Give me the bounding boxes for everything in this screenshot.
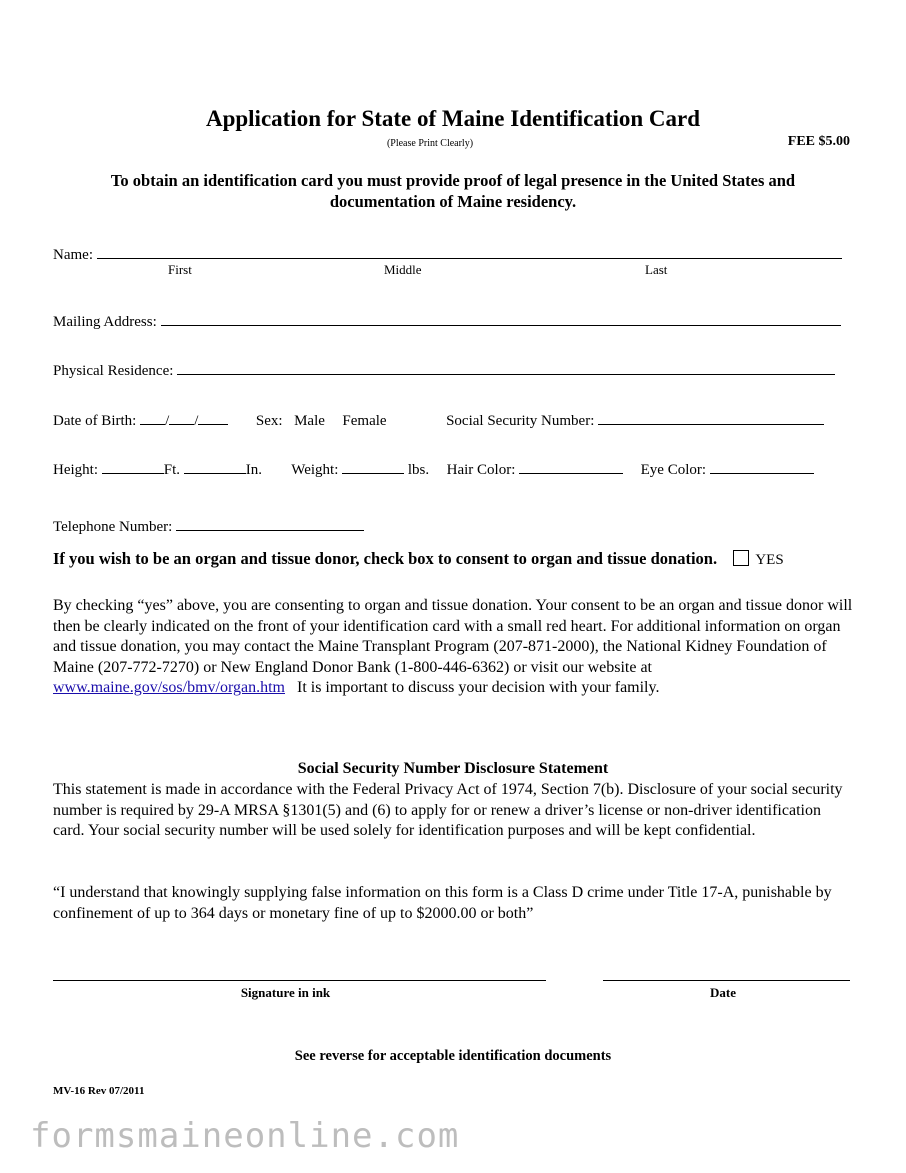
- height-feet-field[interactable]: [102, 458, 164, 474]
- telephone-label: Telephone Number:: [53, 519, 173, 535]
- hair-color-label: Hair Color:: [446, 462, 516, 478]
- height-label: Height:: [53, 462, 98, 478]
- fee-label: FEE $5.00: [787, 134, 850, 149]
- sex-male-option[interactable]: Male: [294, 413, 325, 429]
- ssn-disclosure-body: This statement is made in accordance with the Federal Privacy Act of 1974, Section 7(b). Disclosure of your social security number is required by 29-A MRSA §1301(5) and (6) to apply for or renew a driver’s license or non-driver identification card. Your social security number will be used solely for identification purposes and will be kept confidential.: [53, 781, 843, 840]
- name-last-caption: Last: [645, 262, 668, 277]
- ssn-field[interactable]: [598, 409, 824, 425]
- organ-donor-paragraph: [53, 596, 853, 699]
- eye-color-field[interactable]: [710, 458, 814, 474]
- name-first-caption: First: [168, 262, 192, 277]
- signature-line[interactable]: [53, 968, 546, 981]
- name-row: [53, 243, 842, 264]
- site-watermark: formsmaineonline.com: [30, 1116, 460, 1156]
- name-label: Name:: [53, 247, 93, 263]
- intro-statement: To obtain an identification card you must provide proof of legal presence in the United States and documentation of Maine residency.: [110, 171, 796, 211]
- organ-donor-question: If you wish to be an organ and tissue donor, check box to consent to organ and tissue donation.: [53, 549, 718, 568]
- dob-separator: /: [165, 413, 170, 429]
- dob-separator: /: [194, 413, 199, 429]
- date-line[interactable]: [603, 968, 850, 981]
- dob-row: [53, 409, 824, 430]
- telephone-field[interactable]: [176, 515, 364, 531]
- see-reverse-note: See reverse for acceptable identification documents: [294, 1048, 612, 1064]
- organ-donor-yes-label: YES: [755, 552, 784, 568]
- telephone-row: [53, 515, 364, 536]
- sex-female-option[interactable]: Female: [342, 413, 387, 429]
- form-title: Application for State of Maine Identification Card: [205, 106, 701, 131]
- organ-donor-text-end: It is important to discuss your decision with your family.: [284, 679, 660, 697]
- organ-donor-row: [53, 549, 784, 569]
- hair-color-field[interactable]: [519, 458, 623, 474]
- dob-day-field[interactable]: [169, 409, 194, 425]
- false-information-statement: “I understand that knowingly supplying false information on this form is a Class D crime under Title 17-A, punishable by confinement of up to 364 days or monetary fine of up to $2000.00 or both”: [53, 884, 832, 922]
- weight-field[interactable]: [342, 458, 404, 474]
- organ-donor-text: By checking “yes” above, you are consenting to organ and tissue donation. Your consent to be an organ and tissue donor will then be clearly indicated on the front of your identification card with a small red heart. For additional information on organ and tissue donation, you may contact the Maine Transplant Program (207-871-2000), the National Kidney Foundation of Maine (207-772-7270) or New England Donor Bank (1-800-446-6362) or visit our website at: [53, 597, 853, 676]
- height-inches-field[interactable]: [184, 458, 246, 474]
- mailing-address-field[interactable]: [161, 310, 841, 326]
- physical-residence-field[interactable]: [177, 359, 835, 375]
- form-number: MV-16 Rev 07/2011: [53, 1085, 145, 1097]
- eye-color-label: Eye Color:: [640, 462, 707, 478]
- height-feet-unit: Ft.: [163, 462, 181, 478]
- dob-month-field[interactable]: [140, 409, 165, 425]
- name-field[interactable]: [97, 243, 842, 259]
- physical-description-row: [53, 458, 814, 479]
- ssn-label: Social Security Number:: [446, 413, 595, 429]
- organ-donor-checkbox[interactable]: [733, 550, 749, 566]
- dob-label: Date of Birth:: [53, 413, 137, 429]
- height-inches-unit: In.: [245, 462, 263, 478]
- date-caption: Date: [710, 985, 736, 1000]
- organ-donor-website-link[interactable]: www.maine.gov/sos/bmv/organ.htm: [53, 679, 285, 697]
- name-middle-caption: Middle: [384, 262, 422, 277]
- weight-label: Weight:: [291, 462, 339, 478]
- print-clearly-note: (Please Print Clearly): [386, 138, 474, 149]
- sex-label: Sex:: [255, 413, 283, 429]
- mailing-row: [53, 310, 841, 331]
- mailing-address-label: Mailing Address:: [53, 314, 157, 330]
- physical-row: [53, 359, 835, 380]
- ssn-disclosure-heading: Social Security Number Disclosure Statement: [297, 760, 609, 777]
- weight-unit: lbs.: [407, 462, 430, 478]
- dob-year-field[interactable]: [198, 409, 228, 425]
- physical-residence-label: Physical Residence:: [53, 363, 174, 379]
- signature-caption: Signature in ink: [240, 985, 331, 1000]
